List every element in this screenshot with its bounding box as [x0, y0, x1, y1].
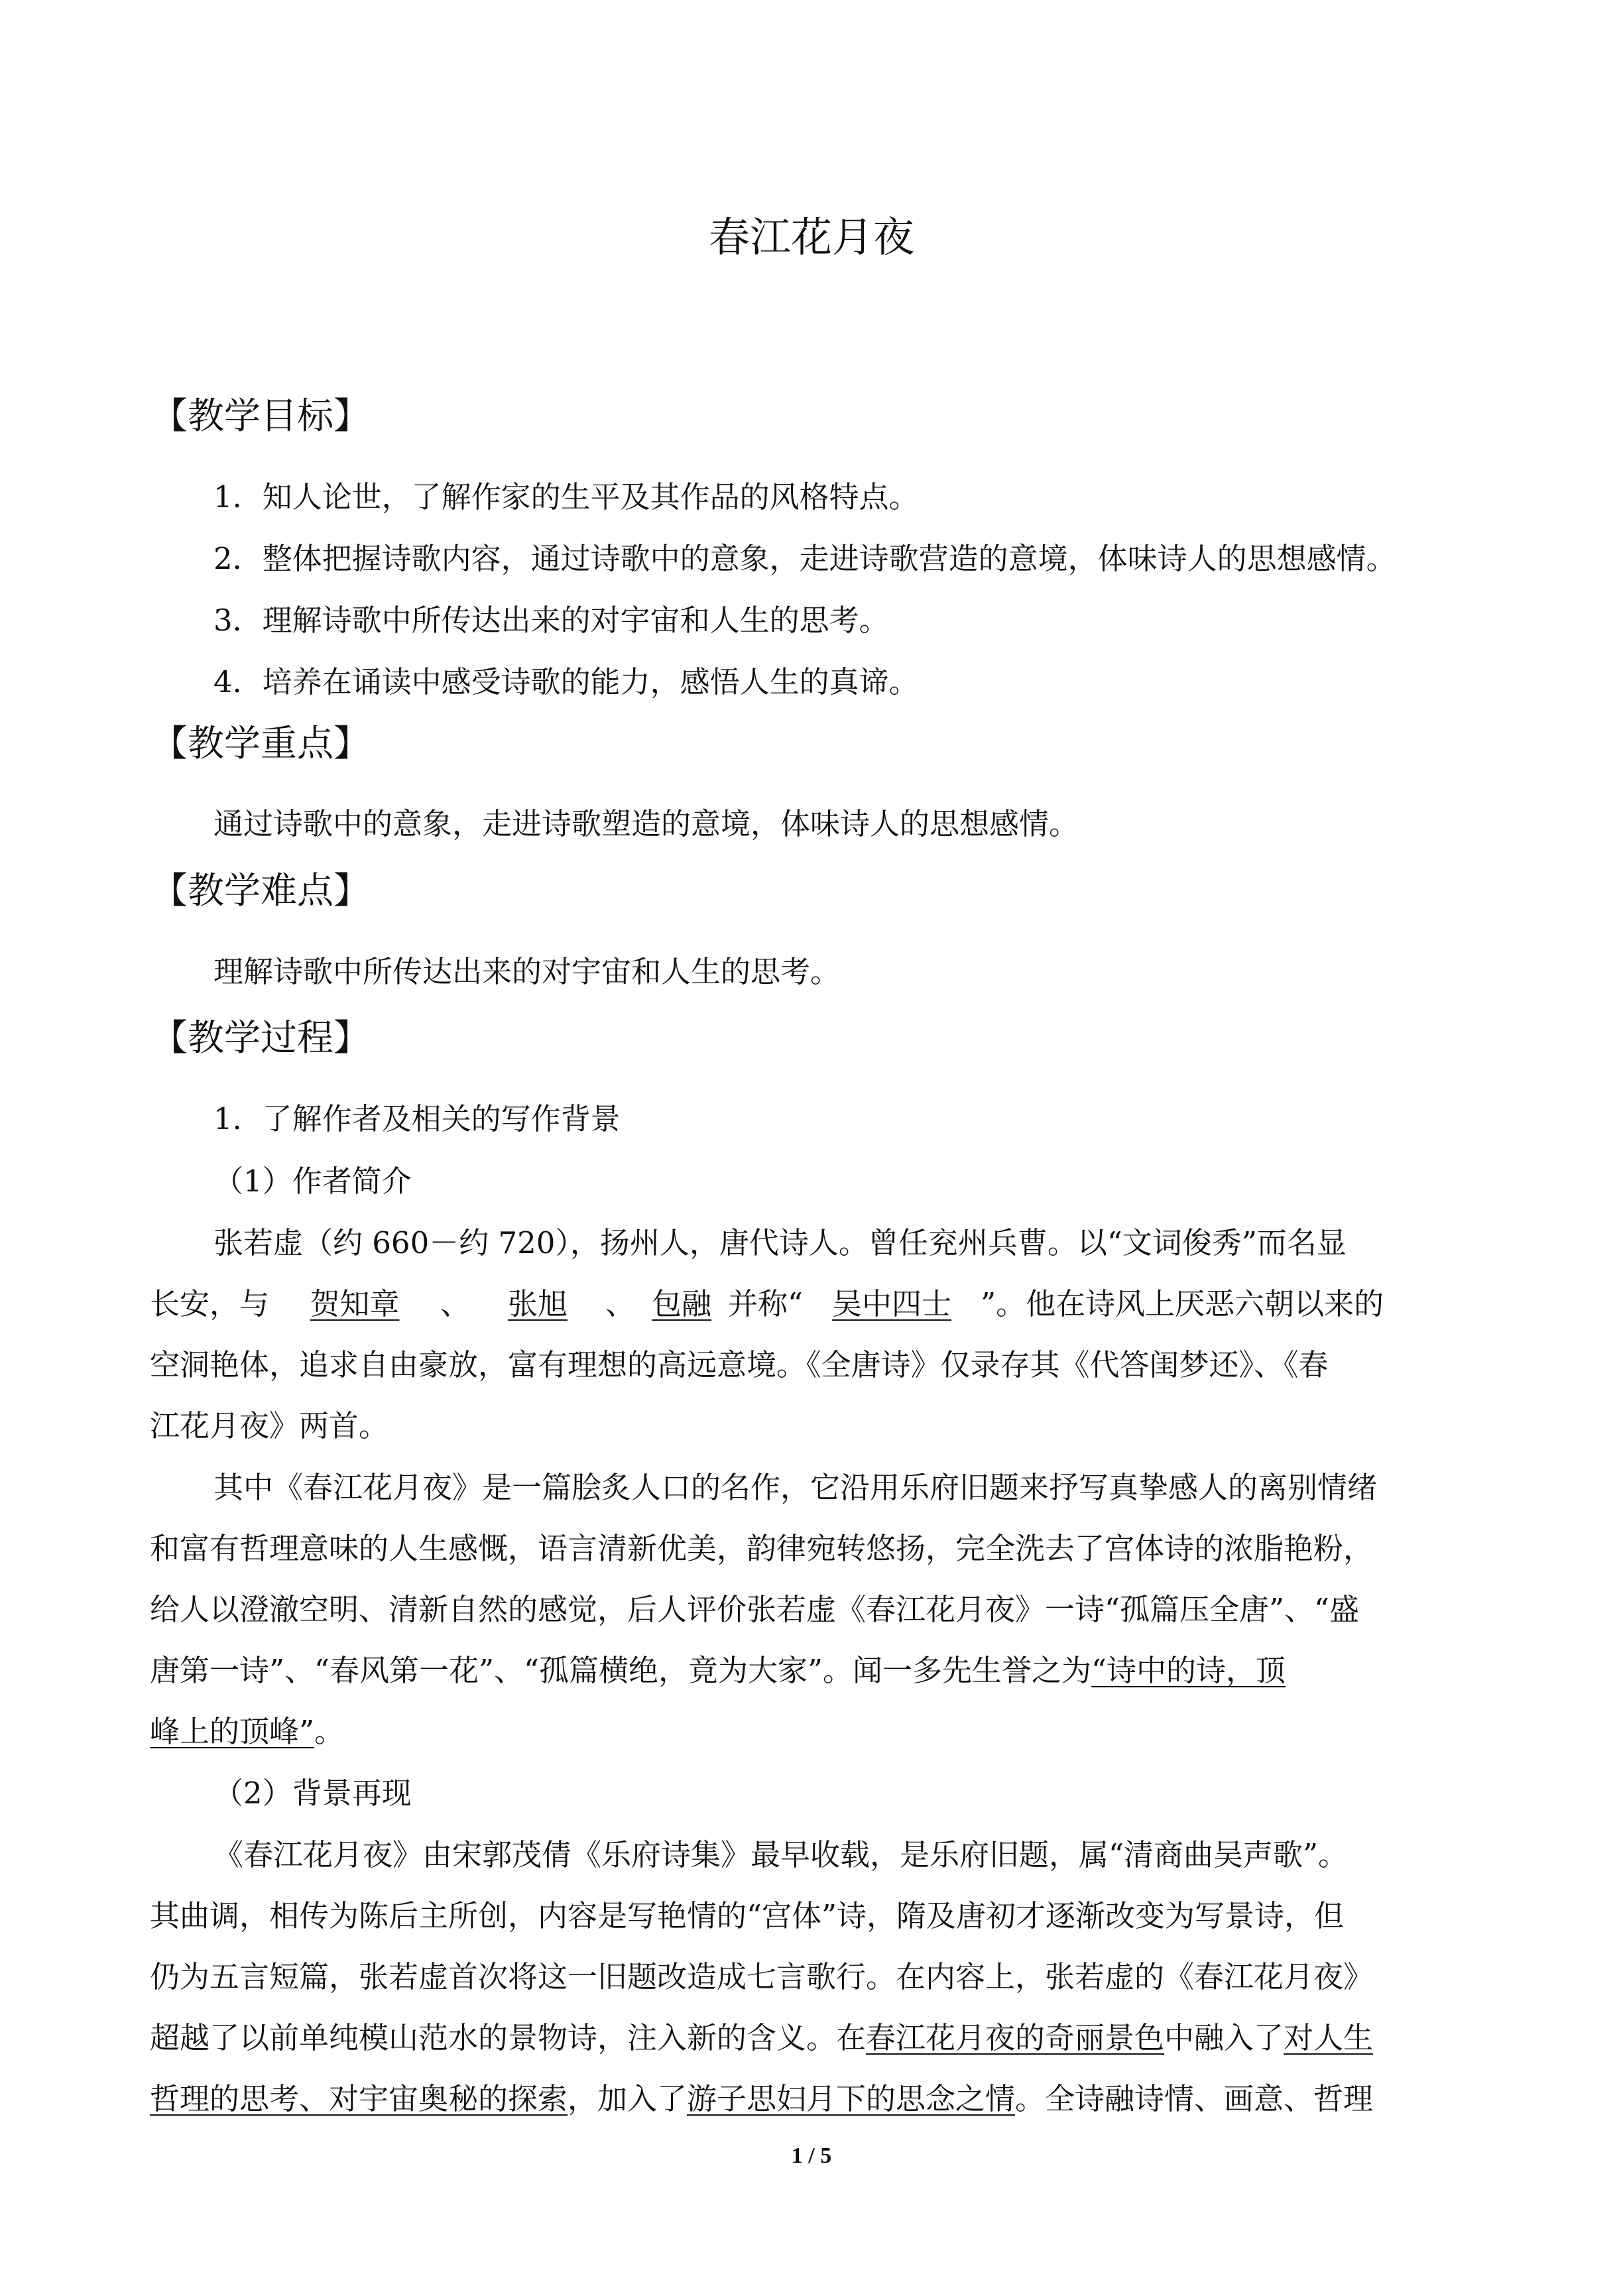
fill-blank-4: 吴中四士: [832, 1286, 952, 1321]
para2-line-1: 其中《春江花月夜》是一篇脍炙人口的名作，它沿用乐府旧题来抒写真挚感人的离别情绪: [213, 1470, 1378, 1505]
para2-line-4-text: 唐第一诗”、“春风第一花”、“孤篇横绝，竟为大家”。闻一多先生誉之为: [150, 1653, 1092, 1688]
separator-1: 、: [440, 1286, 471, 1321]
fill-blank-2: 张旭: [508, 1286, 568, 1321]
author-line-4: 江花月夜》两首。: [150, 1408, 389, 1443]
para2-line-3: 给人以澄澈空明、清新自然的感觉，后人评价张若虚《春江花月夜》一诗“孤篇压全唐”、“盛: [150, 1592, 1360, 1627]
objective-item-3: 3．理解诗歌中所传达出来的对宇宙和人生的思考。: [213, 603, 889, 638]
background-line-1: 《春江花月夜》由宋郭茂倩《乐府诗集》最早收载，是乐府旧题，属“清商曲吴声歌”。: [213, 1837, 1349, 1872]
process-sub-1: （1）作者简介: [213, 1164, 412, 1199]
page-title: 春江花月夜: [708, 213, 914, 261]
author-line-2-text-a: 长安，与: [150, 1286, 270, 1321]
background-line-4-text-a: 超越了以前单纯模山范水的景物诗，注入新的含义。在: [150, 2020, 867, 2055]
author-line-2: [150, 1284, 1384, 1324]
background-line-3: 仍为五言短篇，张若虚首次将这一旧题改造成七言歌行。在内容上，张若虚的《春江花月夜》: [150, 1959, 1374, 1994]
para2-line-5: [150, 1712, 344, 1752]
separator-2: 、: [605, 1286, 636, 1321]
para2-line-5-text: 。: [314, 1714, 345, 1749]
process-step-1: 1．了解作者及相关的写作背景: [213, 1101, 621, 1136]
process-sub-2: （2）背景再现: [213, 1776, 412, 1811]
author-line-2-text-b: 并称“: [728, 1286, 804, 1321]
difficulty-heading: 【教学难点】: [151, 869, 371, 912]
underlined-life-a: 对人生: [1284, 2020, 1374, 2055]
key-points-heading: 【教学重点】: [151, 722, 371, 764]
page-number: 1 / 5: [791, 2144, 832, 2168]
para2-line-4: [150, 1651, 1286, 1691]
key-points-text: 通过诗歌中的意象，走进诗歌塑造的意境，体味诗人的思想感情。: [213, 806, 1079, 841]
underlined-quote-b: 峰上的顶峰”: [150, 1714, 315, 1749]
objectives-heading: 【教学目标】: [151, 394, 371, 437]
background-line-4-text-b: 中融入了: [1164, 2020, 1284, 2055]
underlined-life-b: 哲理的思考、对宇宙奥秘的探索: [150, 2081, 568, 2116]
objective-item-1: 1．知人论世，了解作家的生平及其作品的风格特点。: [213, 479, 919, 514]
underlined-scenery: 春江花月夜的奇丽景色: [866, 2020, 1165, 2055]
underlined-longing: 游子思妇月下的思念之情: [687, 2081, 1016, 2116]
background-line-5-text-b: 。全诗融诗情、画意、哲理: [1015, 2081, 1374, 2116]
process-heading: 【教学过程】: [151, 1016, 371, 1059]
fill-blank-1: 贺知章: [310, 1286, 400, 1321]
author-line-3: 空洞艳体，追求自由豪放，富有理想的高远意境。《全唐诗》仅录存其《代答闺梦还》、《春: [150, 1347, 1329, 1382]
objective-item-2: 2．整体把握诗歌内容，通过诗歌中的意象，走进诗歌营造的意境，体味诗人的思想感情。: [213, 541, 1396, 576]
author-line-1: 张若虚（约 660－约 720），扬州人，唐代诗人。曾任兖州兵曹。以“文词俊秀”而名显: [213, 1225, 1347, 1260]
para2-line-2: 和富有哲理意味的人生感慨，语言清新优美，韵律宛转悠扬，完全洗去了宫体诗的浓脂艳粉，: [150, 1531, 1374, 1566]
difficulty-text: 理解诗歌中所传达出来的对宇宙和人生的思考。: [213, 954, 841, 989]
underlined-quote-a: “诗中的诗，顶: [1091, 1653, 1286, 1688]
background-line-5-text-a: ，加入了: [568, 2081, 688, 2116]
objective-item-4: 4．培养在诵读中感受诗歌的能力，感悟人生的真谛。: [213, 664, 919, 699]
background-line-4: [150, 2018, 1373, 2058]
fill-blank-3: 包融: [652, 1286, 712, 1321]
author-line-2-text-c: ”。他在诗风上厌恶六朝以来的: [981, 1286, 1384, 1321]
background-line-2: 其曲调，相传为陈后主所创，内容是写艳情的“宫体”诗，隋及唐初才逐渐改变为写景诗，但: [150, 1898, 1345, 1933]
background-line-5: [150, 2079, 1373, 2119]
